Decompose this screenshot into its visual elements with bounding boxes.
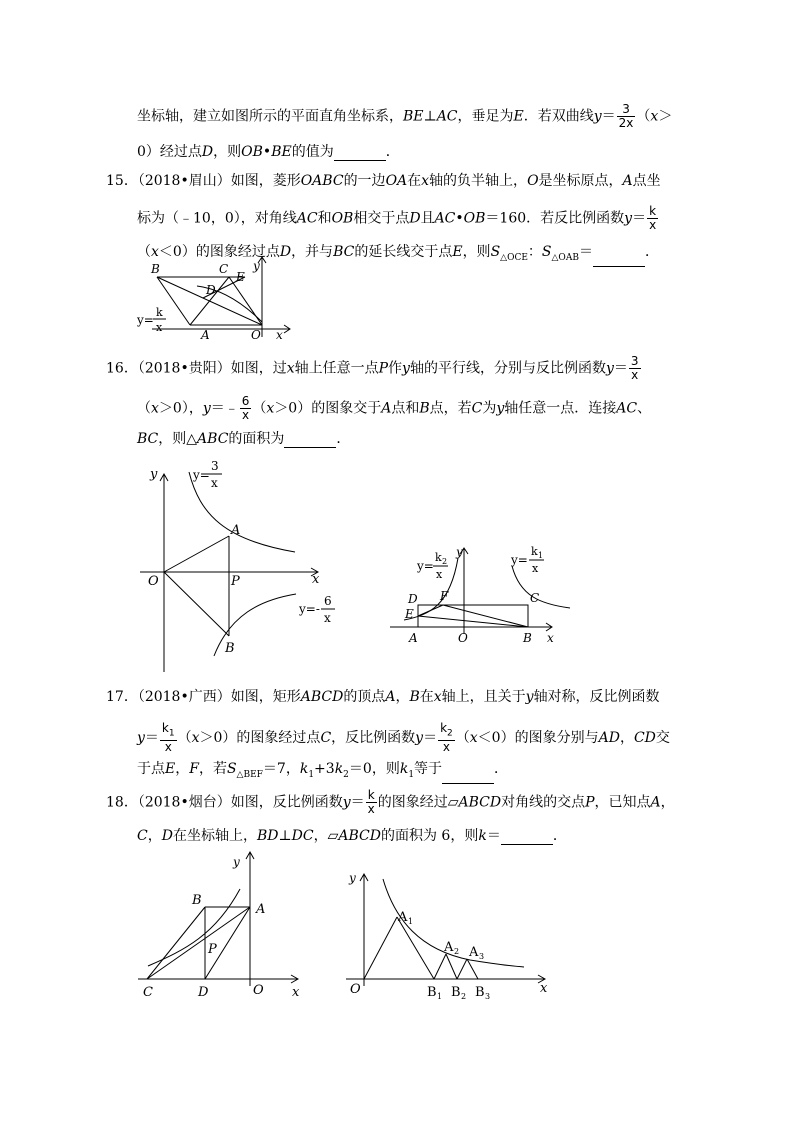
- p17-line2: y＝ $\frac{k_1}{x}$ （x＞0）的图象经过点C，反比例函数y＝ $\frac{k_2}{x}$ （x＜0）的图象分别与AD，CD交: [137, 721, 670, 755]
- curve-right-sub: 1: [538, 551, 544, 560]
- label-B3-sub: 3: [485, 992, 491, 1001]
- label-B2-sub: 2: [461, 992, 467, 1001]
- label-B2: B: [451, 985, 461, 1000]
- axis-y-label: y: [456, 545, 463, 559]
- label-C: C: [530, 591, 540, 605]
- axis-y-label: y: [150, 467, 158, 482]
- label-E: E: [405, 607, 414, 621]
- label-F: F: [440, 589, 449, 603]
- label-B: B: [523, 631, 532, 645]
- label-O: O: [350, 982, 361, 997]
- label-C: C: [219, 262, 229, 276]
- label-B: B: [225, 641, 235, 656]
- curve-eq: y=: [137, 313, 154, 327]
- label-B1-sub: 1: [437, 992, 443, 1001]
- label-E: E: [236, 270, 245, 284]
- label-A3-sub: 3: [479, 952, 485, 961]
- p15-line2: 标为（﹣10，0），对角线AC和OB相交于点D且AC•OB＝160．若反比例函数y＝ $\frac{k}{x}$: [137, 204, 657, 232]
- p15-line1: 15．（2018•眉山）如图，菱形OABC的一边OA在x轴的负半轴上，O是坐标原点，A点坐: [106, 173, 661, 189]
- label-A: A: [231, 523, 241, 538]
- p16-line1: 16．（2018•贵阳）如图，过x轴上任意一点P作y轴的平行线，分别与反比例函数y＝ $\frac{3}{x}$: [106, 354, 639, 382]
- axis-x-label: x: [276, 328, 283, 342]
- p15-line3: （x＜0）的图象经过点D，并与BC的延长线交于点E，则$S_{\triangle OCE}$：$S_{\triangle OAB}=$ ．: [137, 243, 659, 267]
- label-A1-sub: 1: [408, 917, 414, 926]
- axis-x-label: x: [547, 631, 554, 645]
- p16-line2: （x＞0），y＝﹣ $\frac{6}{x}$ （x＞0）的图象交于A点和B点，若C为y轴任意一点．连接AC、: [137, 394, 652, 422]
- label-D: D: [206, 283, 216, 297]
- label-A: A: [201, 328, 210, 342]
- curve-right-den: x: [532, 562, 539, 575]
- curve2-eq: y=-: [299, 602, 320, 616]
- curve1-num: 3: [211, 459, 219, 473]
- label-B1: B: [427, 985, 437, 1000]
- curve-left-eq: y=: [417, 559, 434, 573]
- fraction: $\frac{k_1}{x}$: [161, 721, 175, 755]
- axis-y-label: y: [349, 871, 356, 885]
- label-C: C: [143, 985, 153, 1000]
- curve-left-den: x: [436, 568, 443, 581]
- axis-y-label: y: [253, 259, 260, 273]
- label-A: A: [256, 902, 266, 917]
- curve-right-eq: y=: [511, 553, 528, 567]
- label-A: A: [409, 631, 418, 645]
- p14-line1: 坐标轴，建立如图所示的平面直角坐标系，BE⊥AC，垂足为E．若双曲线y＝ $\frac{3}{2x}$ （x＞: [137, 102, 673, 130]
- curve-left-sub: 2: [442, 557, 448, 566]
- fraction: $\frac{6}{x}$: [241, 394, 250, 422]
- axis-y-label: y: [233, 855, 240, 869]
- curve2-den: x: [324, 611, 331, 625]
- curve-eq-num: k: [156, 306, 163, 319]
- label-O: O: [253, 983, 264, 998]
- label-B: B: [192, 893, 202, 908]
- label-B: B: [151, 262, 160, 276]
- label-D: D: [408, 592, 418, 606]
- p17-line1: 17．（2018•广西）如图，矩形ABCD的顶点A，B在x轴上，且关于y轴对称，反比例函数: [106, 689, 660, 705]
- curve1-eq: y=: [193, 468, 210, 482]
- axis-x-label: x: [292, 985, 300, 1000]
- curve1-den: x: [211, 476, 218, 490]
- fraction: $\frac{k}{x}$: [367, 788, 375, 816]
- curve-eq-den: x: [156, 321, 163, 334]
- p17-line3: 于点E，F，若$S_{\triangle BEF}=7$，$k_1+3k_2=0$，则$k_1$等于 ．: [137, 760, 508, 784]
- p16-line3: BC，则△ABC的面积为 ．: [137, 431, 351, 447]
- curve2-num: 6: [324, 594, 332, 608]
- axis-x-label: x: [540, 981, 548, 996]
- label-O: O: [148, 574, 159, 589]
- label-P: P: [231, 574, 240, 589]
- label-A2-sub: 2: [454, 947, 460, 956]
- label-O: O: [458, 631, 468, 645]
- p18-line1: 18．（2018•烟台）如图，反比例函数y＝ $\frac{k}{x}$ 的图象经过▱ABCD对角线的交点P，已知点A，: [106, 788, 675, 816]
- axis-x-label: x: [312, 572, 320, 587]
- label-O: O: [251, 328, 261, 342]
- label-A3: A: [469, 945, 479, 960]
- label-A1: A: [398, 910, 408, 925]
- label-D: D: [198, 985, 209, 1000]
- p18-line2: C，D在坐标轴上，BD⊥DC，▱ABCD的面积为 6，则k＝ ．: [137, 828, 567, 844]
- p14-line2: 0）经过点D，则OB•BE的值为 ．: [137, 144, 400, 160]
- curve-right-num: k: [531, 545, 538, 558]
- label-P: P: [208, 942, 217, 957]
- curve-left-num: k: [435, 551, 442, 564]
- fraction: $\frac{3}{2x}$: [618, 102, 634, 130]
- label-B3: B: [475, 985, 485, 1000]
- fraction: $\frac{k_2}{x}$: [440, 721, 453, 755]
- label-A2: A: [444, 940, 454, 955]
- fraction: $\frac{k}{x}$: [649, 204, 657, 232]
- fraction: $\frac{3}{x}$: [630, 354, 639, 382]
